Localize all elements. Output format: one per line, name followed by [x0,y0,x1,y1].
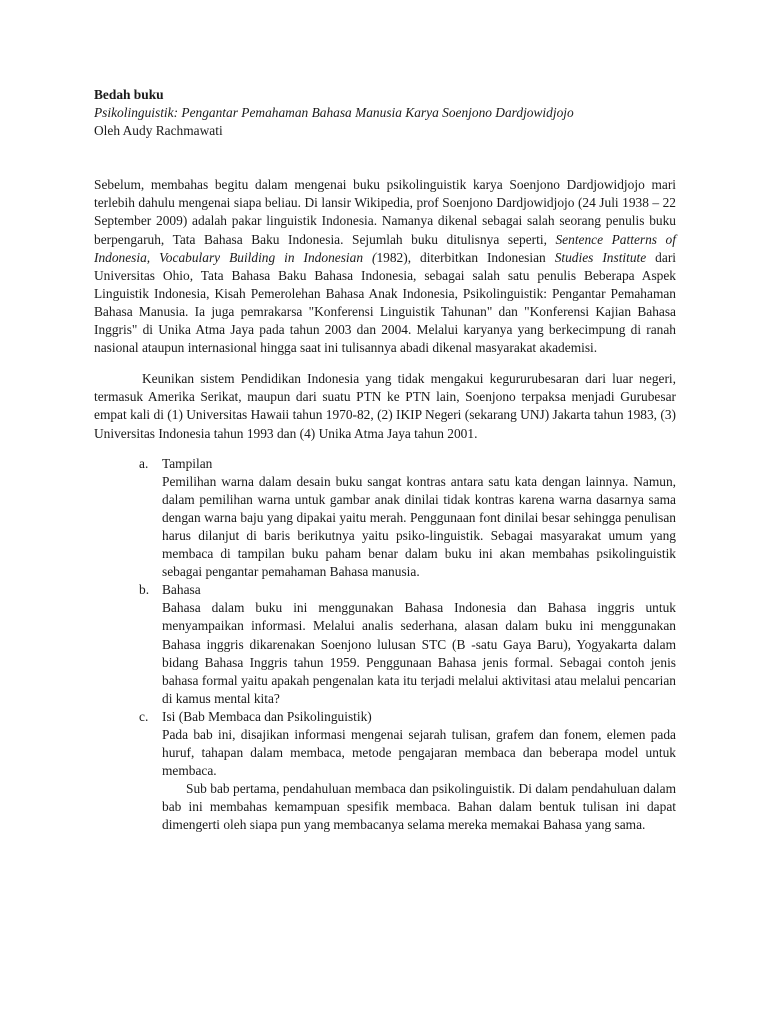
spacer [94,140,676,176]
paragraph-text: 1982), diterbitkan Indonesian [376,249,555,265]
paragraph-text: Sebelum, membahas begitu dalam mengenai buku psikolinguistik karya Soenjono Dardjowidjojo mari terlebih dahulu mengenai siapa beliau. Di lansir Wikipedia, prof Soenjono Dardjowidjojo (24 Juli 1938 – 22 September 2009) adalah pakar linguistik Indonesia. Namanya dikenal sebagai salah seorang penulis buku berpengaruh, Tata Bahasa Baku Indonesia. Sejumlah buku ditulisnya seperti, [94,177,676,247]
document-title: Bedah buku [94,87,164,102]
section-text-continued: Sub bab pertama, pendahuluan membaca dan psikolinguistik. Di dalam pendahuluan dalam bab ini membahas kemampuan spesifik membaca. Bahan dalam bentuk tulisan ini dapat dimengerti oleh siapa pun yang membacanya selama mereka memakai Bahasa yang sama. [162,781,676,833]
list-marker: c. [139,708,149,724]
intro-paragraph [94,176,676,357]
section-heading: Bahasa [162,582,201,598]
section-text: Pada bab ini, disajikan informasi mengenai sejarah tulisan, grafem dan fonem, elemen pada huruf, tahapan dalam membaca, metode pengajaran membaca dan beberapa model untuk membaca. [162,727,676,779]
section-heading: Isi (Bab Membaca dan Psikolinguistik) [162,708,372,724]
section-bahasa [139,581,676,708]
paragraph-text: dari Universitas Ohio, Tata Bahasa Baku Bahasa Indonesia, sebagai salah satu penulis Beberapa Aspek Linguistik Indonesia, Kisah Pemerolehan Bahasa Anak Indonesia, Psikolinguistik: Pengantar Pemahaman Bahasa Manusia. Ia juga pemrakarsa "Konferensi Linguistik Tahunan" dan "Konferensi Kajian Bahasa Inggris" di Unika Atma Jaya pada tahun 2003 dan 2004. Melalui karyanya yang berkecimpung di ranah nasional ataupun internasional hingga saat ini tulisannya abadi dikenal masyarakat akademisi. [94,249,676,356]
section-text: Bahasa dalam buku ini menggunakan Bahasa Indonesia dan Bahasa inggris untuk menyampaikan informasi. Melalui analis sederhana, alasan dalam buku ini menggunakan Bahasa inggris dikarenakan Soenjono lulusan STC (B -satu Gaya Baru), Yogyakarta dalam bidang Bahasa Inggris tahun 1959. Penggunaan Bahasa jenis formal. Sebagai contoh jenis bahasa formal yaitu apakah pengenalan kata itu terjadi melalui aktivitasi atau melalui pencarian di kamus mental kita? [162,600,676,706]
list-marker: b. [139,582,150,598]
italic-book-title: Sentence Patterns of Indonesia, Vocabulary Building in Indonesian ( [94,231,676,265]
italic-institute-name: Studies Institute [554,249,647,265]
section-heading: Tampilan [162,455,213,471]
document-page [94,86,676,835]
book-title: Psikolinguistik: Pengantar Pemahaman Bahasa Manusia Karya Soenjono Dardjowidjojo [94,105,574,121]
section-text: Pemilihan warna dalam desain buku sangat kontras antara satu kata dengan lainnya. Namun, dalam pemilihan warna untuk gambar anak dinilai tidak kontras karena warna dasarnya sama dengan warna baju yang dipakai yaitu merah. Penggunaan font dinilai besar sehingga penulisan harus dilanjut di baris berikutnya yaitu psiko-linguistik. Sebagai masyarakat umum yang membaca di tampilan buku paham benar dalam buku ini akan membahas psikolinguistik sebagai pengantar pemahaman Bahasa manusia. [162,473,676,580]
section-isi [139,708,676,835]
review-sections [94,455,676,835]
list-marker: a. [139,455,149,471]
second-paragraph: Keunikan sistem Pendidikan Indonesia yang tidak mengakui kegururubesaran dari luar negeri, termasuk Amerika Serikat, maupun dari suatu PTN ke PTN lain, Soenjono terpaksa menjadi Gurubesar empat kali di (1) Universitas Hawaii tahun 1970-82, (2) IKIP Negeri (sekarang UNJ) Jakarta tahun 1983, (3) Universitas Indonesia tahun 1993 dan (4) Unika Atma Jaya tahun 2001. [94,371,676,441]
section-tampilan [139,455,676,582]
author-line: Oleh Audy Rachmawati [94,123,223,139]
